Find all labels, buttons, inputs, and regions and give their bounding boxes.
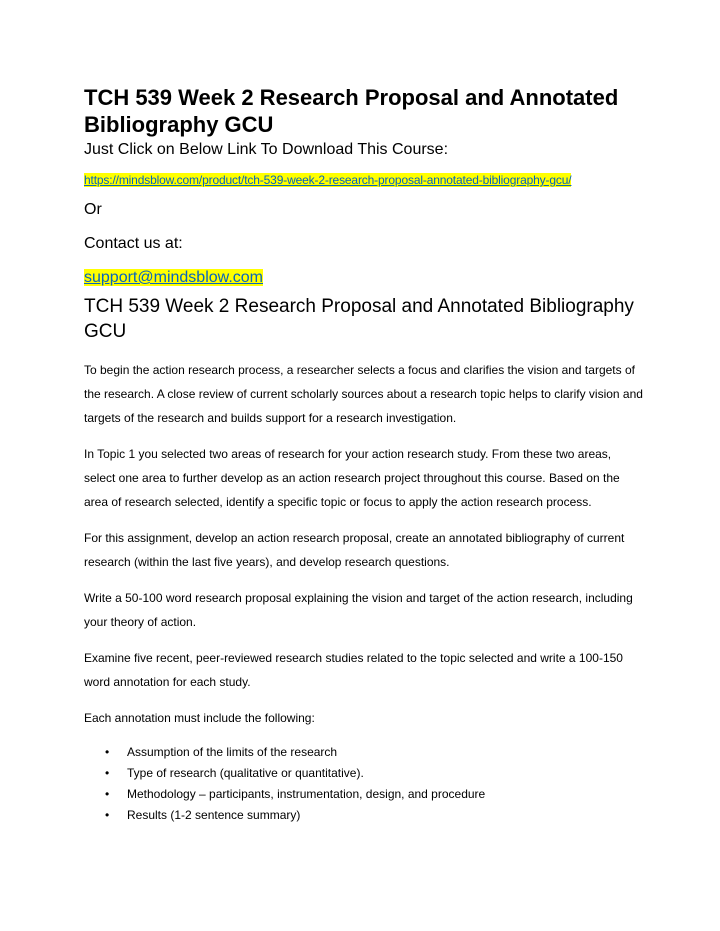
bullet-icon: • <box>105 808 110 822</box>
annotation-requirements-list <box>84 742 644 826</box>
list-item-text: Methodology – participants, instrumentation, design, and procedure <box>127 787 486 801</box>
contact-label: Contact us at: <box>84 235 183 252</box>
paragraph-assignment: For this assignment, develop an action research proposal, create an annotated bibliography of current research (within the last five years), and develop research questions. <box>84 531 625 569</box>
list-item-text: Type of research (qualitative or quantitative). <box>127 766 364 780</box>
paragraph-proposal: Write a 50-100 word research proposal explaining the vision and target of the action research, including your theory of action. <box>84 591 633 629</box>
download-instruction: Just Click on Below Link To Download This Course: <box>84 141 449 158</box>
list-item <box>105 742 644 763</box>
document-page <box>84 84 644 826</box>
list-item <box>105 805 644 826</box>
email-line <box>84 268 644 288</box>
section-heading: TCH 539 Week 2 Research Proposal and Annotated Bibliography GCU <box>84 296 634 342</box>
paragraph-topic: In Topic 1 you selected two areas of research for your action research study. From these two areas, select one area to further develop as an action research project throughout this course. Based on the area of research selected, identify a specific topic or focus to apply the action research process. <box>84 447 620 509</box>
list-item-text: Results (1-2 sentence summary) <box>127 808 301 822</box>
list-item <box>105 784 644 805</box>
list-item-text: Assumption of the limits of the research <box>127 745 338 759</box>
paragraph-annotation-intro: Each annotation must include the following: <box>84 711 315 725</box>
download-link[interactable]: https://mindsblow.com/product/tch-539-week-2-research-proposal-annotated-bibliography-gcu/ <box>84 173 572 187</box>
document-title: TCH 539 Week 2 Research Proposal and Annotated Bibliography GCU <box>84 85 619 137</box>
bullet-icon: • <box>105 766 110 780</box>
paragraph-intro: To begin the action research process, a researcher selects a focus and clarifies the vision and targets of the research. A close review of current scholarly sources about a research topic helps to clarify vision and targets of the research and builds support for a research investigation. <box>84 363 643 425</box>
list-item <box>105 763 644 784</box>
bullet-icon: • <box>105 745 110 759</box>
download-link-line <box>84 172 644 188</box>
paragraph-examine: Examine five recent, peer-reviewed research studies related to the topic selected and write a 100-150 word annotation for each study. <box>84 651 623 689</box>
support-email-link[interactable]: support@mindsblow.com <box>84 269 263 286</box>
bullet-icon: • <box>105 787 110 801</box>
or-text: Or <box>84 201 102 218</box>
